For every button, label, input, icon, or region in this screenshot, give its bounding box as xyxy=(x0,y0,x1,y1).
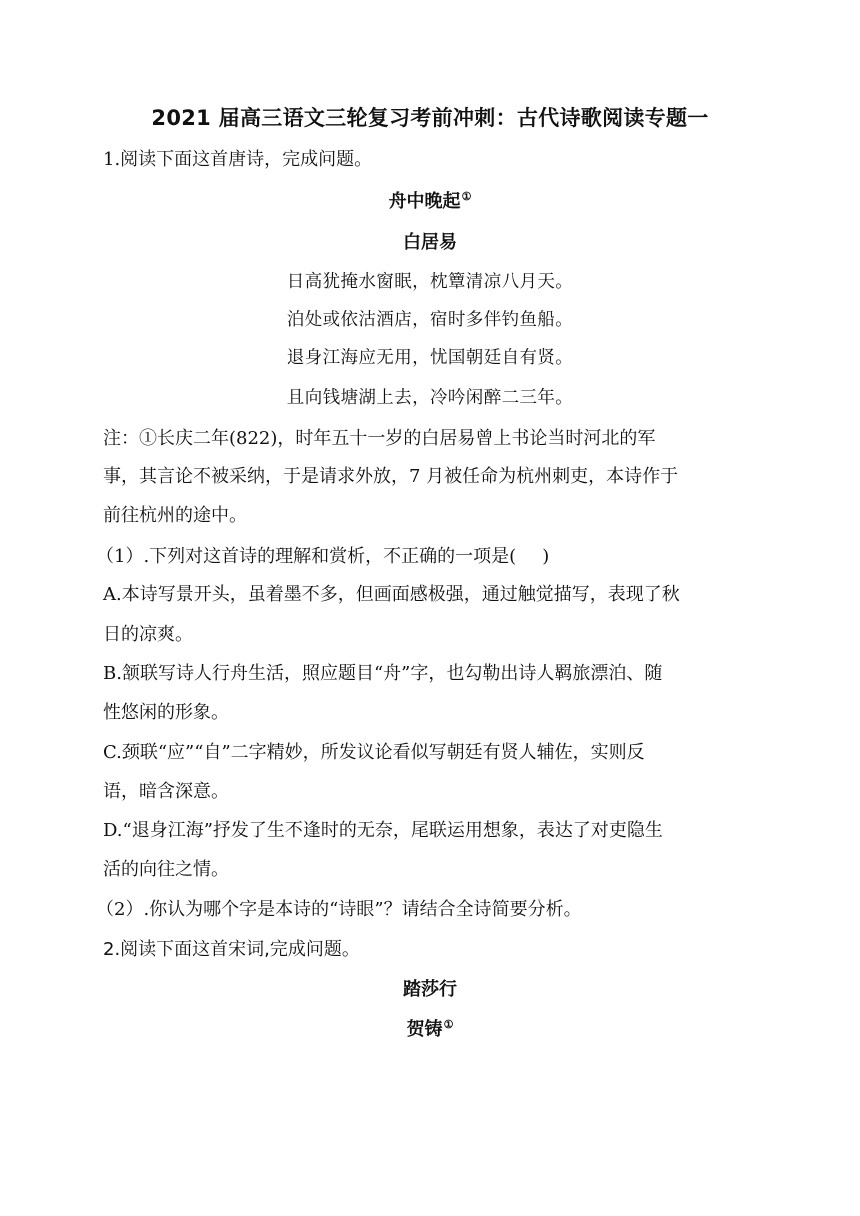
option-b-line: B.颔联写诗人行舟生活，照应题目“舟”字，也勾勒出诗人羁旅漂泊、随 xyxy=(103,663,663,684)
poem-2-footnote-mark: ① xyxy=(443,1018,454,1031)
option-d-line: D.“退身江海”抒发了生不逢时的无奈，尾联运用想象，表达了对吏隐生 xyxy=(103,820,663,841)
note-line: 前往杭州的途中。 xyxy=(103,505,247,526)
poem-2-author: 贺铸 xyxy=(406,1019,443,1040)
poem-1-line: 日高犹掩水窗眠，枕簟清凉八月天。 xyxy=(286,272,574,292)
sub-question-1-close: ) xyxy=(542,546,550,567)
poem-1-title: 舟中晚起 xyxy=(388,191,461,212)
option-c-line: C.颈联“应”“自”二字精妙，所发议论看似写朝廷有贤人辅佐，实则反 xyxy=(103,742,645,763)
sub-question-1 xyxy=(96,543,756,571)
poem-2-author-line xyxy=(0,1016,860,1044)
poem-1-line: 退身江海应无用，忧国朝廷自有贤。 xyxy=(286,348,574,368)
question-1-intro: 1.阅读下面这首唐诗，完成问题。 xyxy=(103,149,373,170)
document-title: 2021 届高三语文三轮复习考前冲刺：古代诗歌阅读专题一 xyxy=(151,106,709,130)
option-b-line: 性悠闲的形象。 xyxy=(103,702,229,723)
poem-1-title-line xyxy=(0,188,860,216)
option-a-line: A.本诗写景开头，虽着墨不多，但画面感极强，通过触觉描写，表现了秋 xyxy=(103,584,680,605)
poem-1-line: 泊处或依沽酒店，宿时多伴钓鱼船。 xyxy=(286,310,574,330)
poem-1-author: 白居易 xyxy=(403,232,457,253)
sub-question-2: （2）.你认为哪个字是本诗的“诗眼”？请结合全诗简要分析。 xyxy=(96,899,582,920)
note-line: 注：①长庆二年(822)，时年五十一岁的白居易曾上书论当时河北的军 xyxy=(103,428,656,449)
poem-1-line: 且向钱塘湖上去，冷吟闲醉二三年。 xyxy=(286,388,574,408)
sub-question-1-stem: （1）.下列对这首诗的理解和赏析，不正确的一项是( xyxy=(96,546,517,567)
option-c-line: 语，暗含深意。 xyxy=(103,781,229,802)
question-2-intro: 2.阅读下面这首宋词,完成问题。 xyxy=(103,939,360,960)
poem-2-title: 踏莎行 xyxy=(403,979,457,1000)
note-line: 事，其言论不被采纳，于是请求外放，7 月被任命为杭州刺吏，本诗作于 xyxy=(103,466,679,487)
option-d-line: 活的向往之情。 xyxy=(103,859,229,880)
option-a-line: 日的凉爽。 xyxy=(103,624,193,645)
poem-1-footnote-mark: ① xyxy=(461,190,472,203)
